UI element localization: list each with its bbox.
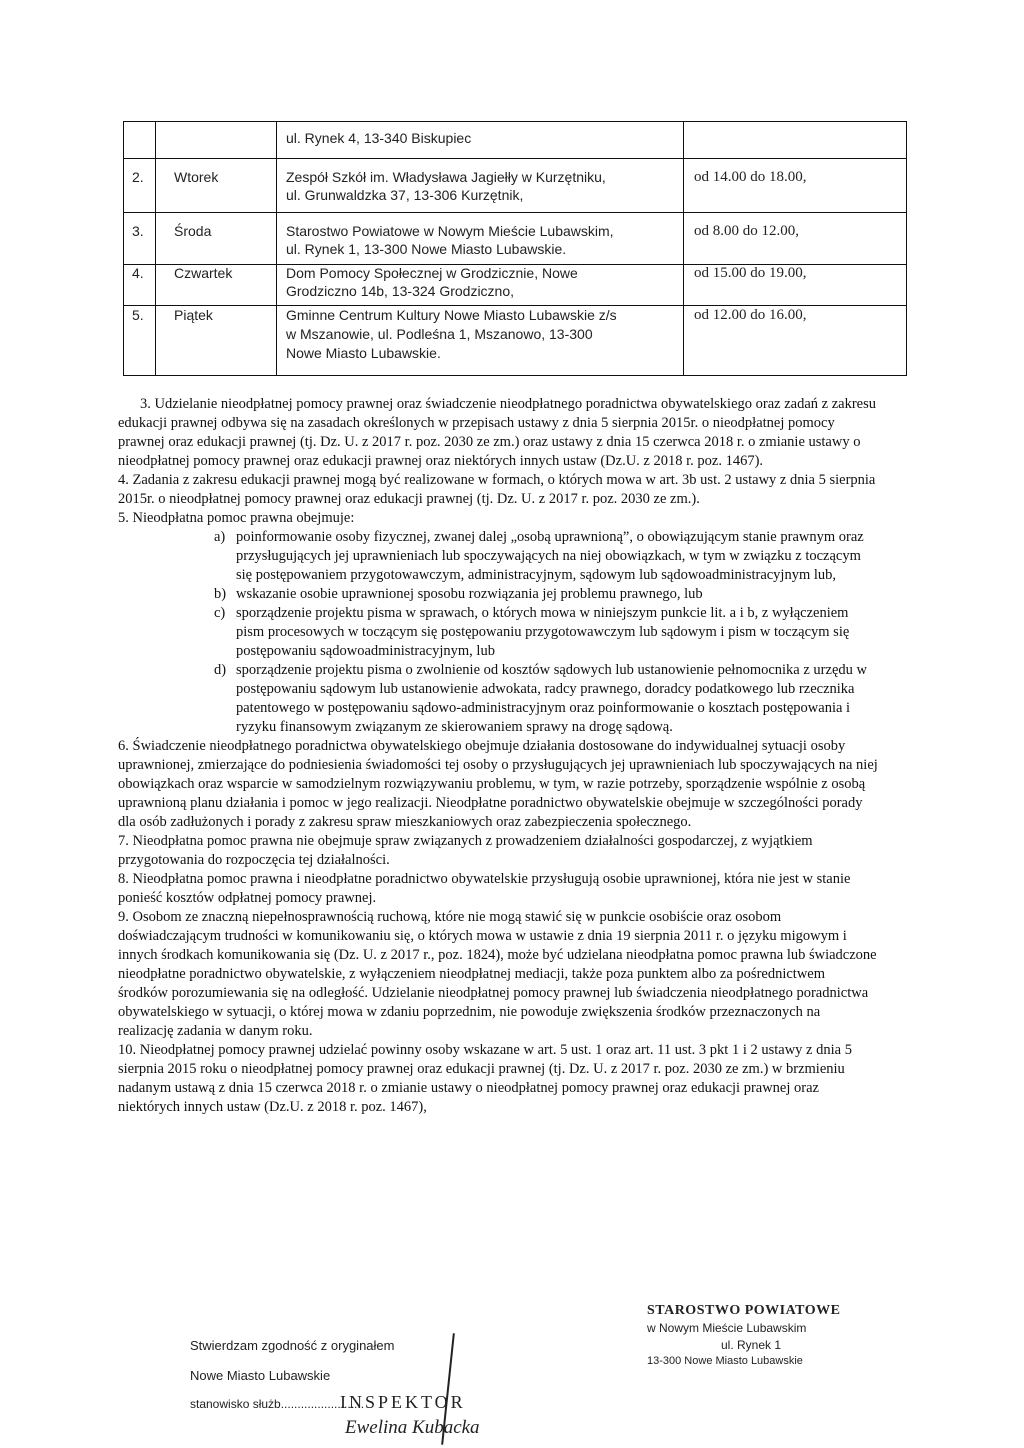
paragraph-7: 7. Nieodpłatna pomoc prawna nie obejmuje spraw związanych z prowadzeniem działalności gospodarczej, z wyjątkiem przygotowania do rozpoczęcia tej działalności. — [118, 833, 813, 868]
table-cell-number: 2. — [132, 169, 144, 185]
table-cell-place: Starostwo Powiatowe w Nowym Mieście Lubawskim, — [286, 223, 614, 239]
table-cell-place: ul. Rynek 4, 13-340 Biskupiec — [286, 130, 472, 146]
table-cell-day: Środa — [174, 223, 212, 239]
paragraph-4: 4. Zadania z zakresu edukacji prawnej mogą być realizowane w formach, o których mowa w art. 3b ust. 2 ustawy z dnia 5 sierpnia 2015r. o nieodpłatnej pomocy prawnej oraz edukacji prawnej (tj. Dz. U. z 2017 r. poz. 2030 ze zm.). — [118, 472, 876, 507]
paragraph-8: 8. Nieodpłatna pomoc prawna i nieodpłatne poradnictwo obywatelskie przysługują osobie uprawnionej, która nie jest w stanie ponieść kosztów odpłatnej pomocy prawnej. — [118, 871, 851, 906]
table-cell-place: Zespół Szkół im. Władysława Jagiełły w Kurzętniku, — [286, 169, 606, 185]
table-cell-place: w Mszanowie, ul. Podleśna 1, Mszanowo, 13-300 — [286, 326, 593, 342]
table-col-divider — [276, 122, 277, 375]
list-item-a — [118, 528, 878, 585]
paragraph-3: 3. Udzielanie nieodpłatnej pomocy prawnej oraz świadczenie nieodpłatnego poradnictwa obywatelskiego oraz zadań z zakresu edukacji prawnej odbywa się na zasadach określonych w przepisach ustawy z dnia 5 sierpnia 2015r. o nieodpłatnej pomocy prawnej oraz edukacji prawnej (tj. Dz. U. z 2017 r. poz. 2030 ze zm.) oraz ustawy z dnia 15 czerwca 2018 r. o zmianie ustawy o nieodpłatnej pomocy prawnej oraz edukacji prawnej oraz niektórych innych ustaw (Dz.U. z 2018 r. poz. 1467). — [118, 396, 876, 469]
table-row-divider — [124, 158, 906, 159]
table-cell-hours: od 8.00 do 12.00, — [694, 223, 799, 239]
stamp-role: INSPEKTOR — [340, 1392, 466, 1412]
table-col-divider — [155, 122, 156, 375]
table-cell-place: Dom Pomocy Społecznej w Grodzicznie, Nowe — [286, 265, 578, 281]
table-cell-day: Wtorek — [174, 169, 219, 185]
stamp-line: Stwierdzam zgodność z oryginałem — [190, 1338, 395, 1353]
table-cell-place: Nowe Miasto Lubawskie. — [286, 345, 441, 361]
list-item-text: poinformowanie osoby fizycznej, zwanej dalej „osobą uprawnioną”, o obowiązującym stanie prawnym oraz przysługujących jej uprawnieniach lub spoczywających na niej obowiązkach, w tym w związku z toczącym się postępowaniem przygotowawczym, administracyjnym, sądowym lub sądowoadministracyjnym lub, — [236, 529, 864, 583]
list-letter: a) — [214, 529, 226, 545]
list-item-text: sporządzenie projektu pisma w sprawach, o których mowa w niniejszym punkcie lit. a i b, z wyłączeniem pism procesowych w toczącym się postępowaniu przygotowawczym lub sądowym i pism w toczącym się postępowaniu sądowoadministracyjnym, lub — [236, 605, 850, 659]
table-cell-place: Grodziczno 14b, 13-324 Grodziczno, — [286, 283, 515, 299]
office-stamp — [643, 1303, 903, 1373]
list-letter: d) — [214, 662, 227, 678]
paragraph-6: 6. Świadczenie nieodpłatnego poradnictwa obywatelskiego obejmuje działania dostosowane do indywidualnej sytuacji osoby uprawnionej, zmierzające do podniesienia świadomości tej osoby o przysługujących jej uprawnieniach lub spoczywających na niej obowiązkach oraz wsparcie w samodzielnym rozwiązywaniu problemu, w tym, w razie potrzeby, sporządzenie wspólnie z osobą uprawnioną planu działania i pomoc w jego realizacji. Nieodpłatne poradnictwo obywatelskie obejmuje w szczególności porady dla osób zadłużonych i porady z zakresu spraw mieszkaniowych oraz zabezpieczenia społecznego. — [118, 738, 878, 830]
table-cell-place: ul. Rynek 1, 13-300 Nowe Miasto Lubawskie. — [286, 241, 567, 257]
list-letter: b) — [214, 586, 227, 602]
stamp-line: 13-300 Nowe Miasto Lubawskie — [647, 1355, 803, 1367]
stamp-line: stanowisko służb......................... — [190, 1397, 365, 1411]
document-body — [118, 395, 878, 1117]
list-item-text: wskazanie osobie uprawnionej sposobu rozwiązania jej problemu prawnego, lub — [236, 586, 703, 602]
stamp-line: ul. Rynek 1 — [721, 1338, 782, 1352]
table-cell-number: 4. — [132, 265, 144, 281]
table-cell-day: Czwartek — [174, 265, 233, 281]
stamp-line: STAROSTWO POWIATOWE — [647, 1303, 841, 1318]
paragraph-9: 9. Osobom ze znaczną niepełnosprawnością ruchową, które nie mogą stawić się w punkcie osobiście oraz osobom doświadczającym trudności w komunikowaniu się, o których mowa w ustawie z dnia 19 sierpnia 2011 r. o języku migowym i innych środkach komunikowania się (Dz. U. z 2017 r., poz. 1824), może być udzielana nieodpłatna pomoc prawna lub świadczone nieodpłatne poradnictwo obywatelskie, z wyłączeniem nieodpłatnej mediacji, także poza punktem albo za pośrednictwem środków porozumiewania się na odległość. Udzielanie nieodpłatnej pomocy prawnej lub świadczenia nieodpłatnego poradnictwa obywatelskiego w sytuacji, o której mowa w zdaniu poprzednim, nie powoduje zwiększenia środków przeznaczonych na realizację zadania w danym roku. — [118, 909, 877, 1039]
table-row-divider — [124, 212, 906, 213]
table-cell-day: Piątek — [174, 307, 213, 323]
table-cell-hours: od 14.00 do 18.00, — [694, 169, 807, 185]
table-cell-hours: od 15.00 do 19.00, — [694, 265, 807, 281]
table-cell-number: 3. — [132, 223, 144, 239]
table-cell-place: ul. Grunwaldzka 37, 13-306 Kurzętnik, — [286, 187, 524, 203]
certification-stamp — [190, 1333, 520, 1443]
table-cell-place: Gminne Centrum Kultury Nowe Miasto Lubawskie z/s — [286, 307, 617, 323]
list-item-text: sporządzenie projektu pisma o zwolnienie od kosztów sądowych lub ustanowienie pełnomocnika z urzędu w postępowaniu sądowym lub ustanowienie adwokata, radcy prawnego, doradcy podatkowego lub rzecznika patentowego w postępowaniu sądowo-administracyjnym oraz poinformowanie o kosztach postępowania i ryzyku finansowym związanym ze skierowaniem sprawy na drogę sądową. — [236, 662, 867, 735]
paragraph-5: 5. Nieodpłatna pomoc prawna obejmuje: — [118, 510, 355, 526]
list-item-b — [118, 585, 878, 604]
stamp-line: Nowe Miasto Lubawskie — [190, 1368, 331, 1383]
list-item-d — [118, 661, 878, 737]
stamp-name: Ewelina Kubacka — [345, 1417, 480, 1438]
table-cell-number: 5. — [132, 307, 144, 323]
table-cell-hours: od 12.00 do 16.00, — [694, 307, 807, 323]
table-col-divider — [683, 122, 684, 375]
paragraph-10: 10. Nieodpłatnej pomocy prawnej udzielać powinny osoby wskazane w art. 5 ust. 1 oraz art. 11 ust. 3 pkt 1 i 2 ustawy z dnia 5 sierpnia 2015 roku o nieodpłatnej pomocy prawnej oraz edukacji prawnej (tj. Dz. U. z 2017 r. poz. 2030 ze zm.) w brzmieniu nadanym ustawą z dnia 15 czerwca 2018 r. o zmianie ustawy o nieodpłatnej pomocy prawnej oraz edukacji prawnej oraz niektórych innych ustaw (Dz.U. z 2018 r. poz. 1467), — [118, 1042, 852, 1115]
stamp-line: w Nowym Mieście Lubawskim — [647, 1321, 807, 1335]
list-letter: c) — [214, 605, 226, 621]
list-item-c — [118, 604, 878, 661]
schedule-table — [123, 121, 907, 376]
